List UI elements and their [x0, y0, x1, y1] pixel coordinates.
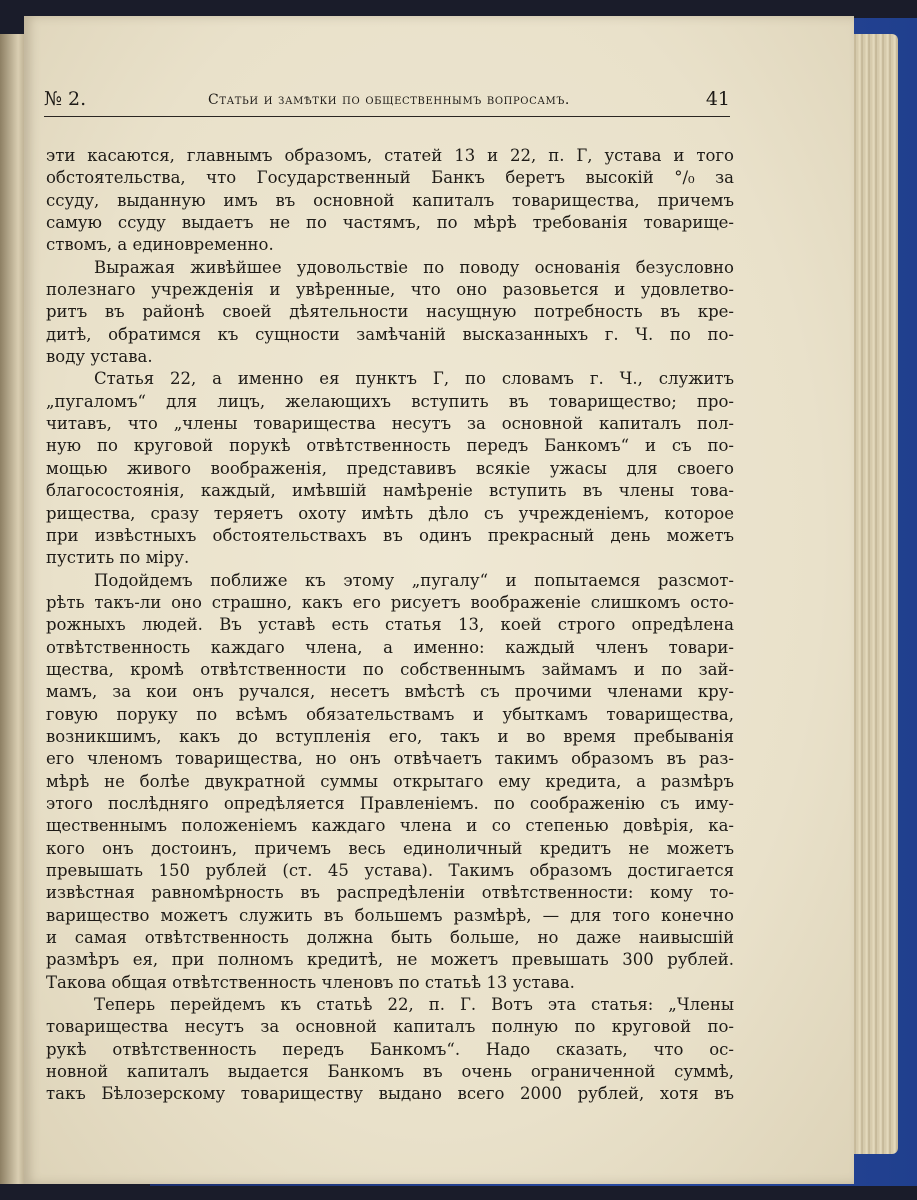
section-title: Статьи и замѣтки по общественнымъ вопросамъ.: [208, 92, 570, 108]
text-line: извѣстная равномѣрность въ распредѣленіи отвѣтственности: кому то-: [46, 883, 734, 903]
text-line: мѣрѣ не болѣе двукратной суммы открытаго ему кредита, а размѣръ: [46, 771, 734, 791]
text-line: при извѣстныхъ обстоятельствахъ въ одинъ прекрасный день можетъ: [46, 525, 734, 545]
text-line: полезнаго учрежденія и увѣренные, что оно разовьется и удовлетво-: [46, 280, 734, 300]
issue-number: № 2.: [44, 88, 87, 110]
text-line: „пугаломъ“ для лицъ, желающихъ вступить въ товарищество; про-: [46, 391, 734, 411]
text-line: щественнымъ положеніемъ каждаго члена и со степенью довѣрія, ка-: [46, 816, 734, 836]
page-number: 41: [705, 88, 730, 110]
text-line: ную по круговой порукѣ отвѣтственность передъ Банкомъ“ и съ по-: [46, 436, 734, 456]
text-line: возникшимъ, какъ до вступленія его, такъ и во время пребыванія: [46, 726, 734, 746]
text-line: размѣръ ея, при полномъ кредитѣ, не можетъ превышать 300 рублей.: [46, 950, 734, 970]
left-page-edge: [0, 34, 26, 1184]
text-line: читавъ, что „члены товарищества несутъ за основной капиталъ пол-: [46, 414, 734, 434]
text-line: варищество можетъ служить въ большемъ размѣрѣ, — для того конечно: [46, 905, 734, 925]
text-line: пустить по міру.: [46, 548, 190, 568]
text-line: такъ Бѣлозерскому товариществу выдано всего 2000 рублей, хотя въ: [46, 1084, 734, 1104]
text-line: мощью живого воображенія, представивъ всякіе ужасы для своего: [46, 458, 734, 478]
text-line: Такова общая отвѣтственность членовъ по статьѣ 13 устава.: [46, 972, 575, 992]
text-line: рищества, сразу теряетъ охоту имѣть дѣло съ учрежденіемъ, которое: [46, 503, 734, 523]
text-line: щества, кромѣ отвѣтственности по собственнымъ займамъ и по зай-: [46, 659, 734, 679]
text-line: воду устава.: [46, 347, 153, 367]
text-line: Выражая живѣйшее удовольствіе по поводу основанія безусловно: [94, 257, 734, 277]
text-line: обстоятельства, что Государственный Банкъ беретъ высокій °/₀ за: [46, 168, 734, 188]
body-text: [46, 145, 734, 1106]
text-line: самую ссуду выдаетъ не по частямъ, по мѣрѣ требованія товарище-: [46, 213, 734, 233]
text-line: ствомъ, а единовременно.: [46, 235, 274, 255]
text-line: ритъ въ районѣ своей дѣятельности насущную потребность въ кре-: [46, 302, 734, 322]
text-line: этого послѣдняго опредѣляется Правленіемъ. по соображенію съ иму-: [46, 793, 734, 813]
text-line: дитѣ, обратимся къ сущности замѣчаній высказанныхъ г. Ч. по по-: [46, 324, 734, 344]
text-line: новной капиталъ выдается Банкомъ въ очень ограниченной суммѣ,: [46, 1062, 734, 1082]
text-line: благосостоянія, каждый, имѣвшій намѣреніе вступить въ члены това-: [46, 481, 734, 501]
text-line: его членомъ товарищества, но онъ отвѣчаетъ такимъ образомъ въ раз-: [46, 749, 734, 769]
text-line: эти касаются, главнымъ образомъ, статей 13 и 22, п. Г, устава и того: [46, 146, 734, 165]
text-line: рѣть такъ-ли оно страшно, какъ его рисуетъ воображеніе слишкомъ осто-: [46, 592, 734, 612]
text-line: Подойдемъ поближе къ этому „пугалу“ и попытаемся разсмот-: [94, 570, 734, 590]
text-line: рожныхъ людей. Въ уставѣ есть статья 13, коей строго опредѣлена: [46, 615, 734, 635]
text-line: Теперь перейдемъ къ статьѣ 22, п. Г. Вотъ эта статья: „Члены: [94, 995, 734, 1015]
text-line: мамъ, за кои онъ ручался, несетъ вмѣстѣ съ прочими членами кру-: [46, 682, 734, 702]
running-header: [44, 88, 730, 117]
text-line: Статья 22, а именно ея пунктъ Г, по словамъ г. Ч., служитъ: [94, 369, 734, 389]
text-line: товарищества несутъ за основной капиталъ полную по круговой по-: [46, 1017, 734, 1037]
text-line: рукѣ отвѣтственность передъ Банкомъ“. Надо сказать, что ос-: [46, 1039, 734, 1059]
text-line: и самая отвѣтственность должна быть больше, но даже наивысшій: [46, 928, 734, 948]
text-line: ссуду, выданную имъ въ основной капиталъ товарищества, причемъ: [46, 190, 734, 210]
text-line: отвѣтственность каждаго члена, а именно: каждый членъ товари-: [46, 637, 734, 657]
text-line: кого онъ достоинъ, причемъ весь единоличный кредитъ не можетъ: [46, 838, 734, 858]
text-line: говую поруку по всѣмъ обязательствамъ и убыткамъ товарищества,: [46, 704, 734, 724]
text-line: превышать 150 рублей (ст. 45 устава). Такимъ образомъ достигается: [46, 861, 734, 880]
